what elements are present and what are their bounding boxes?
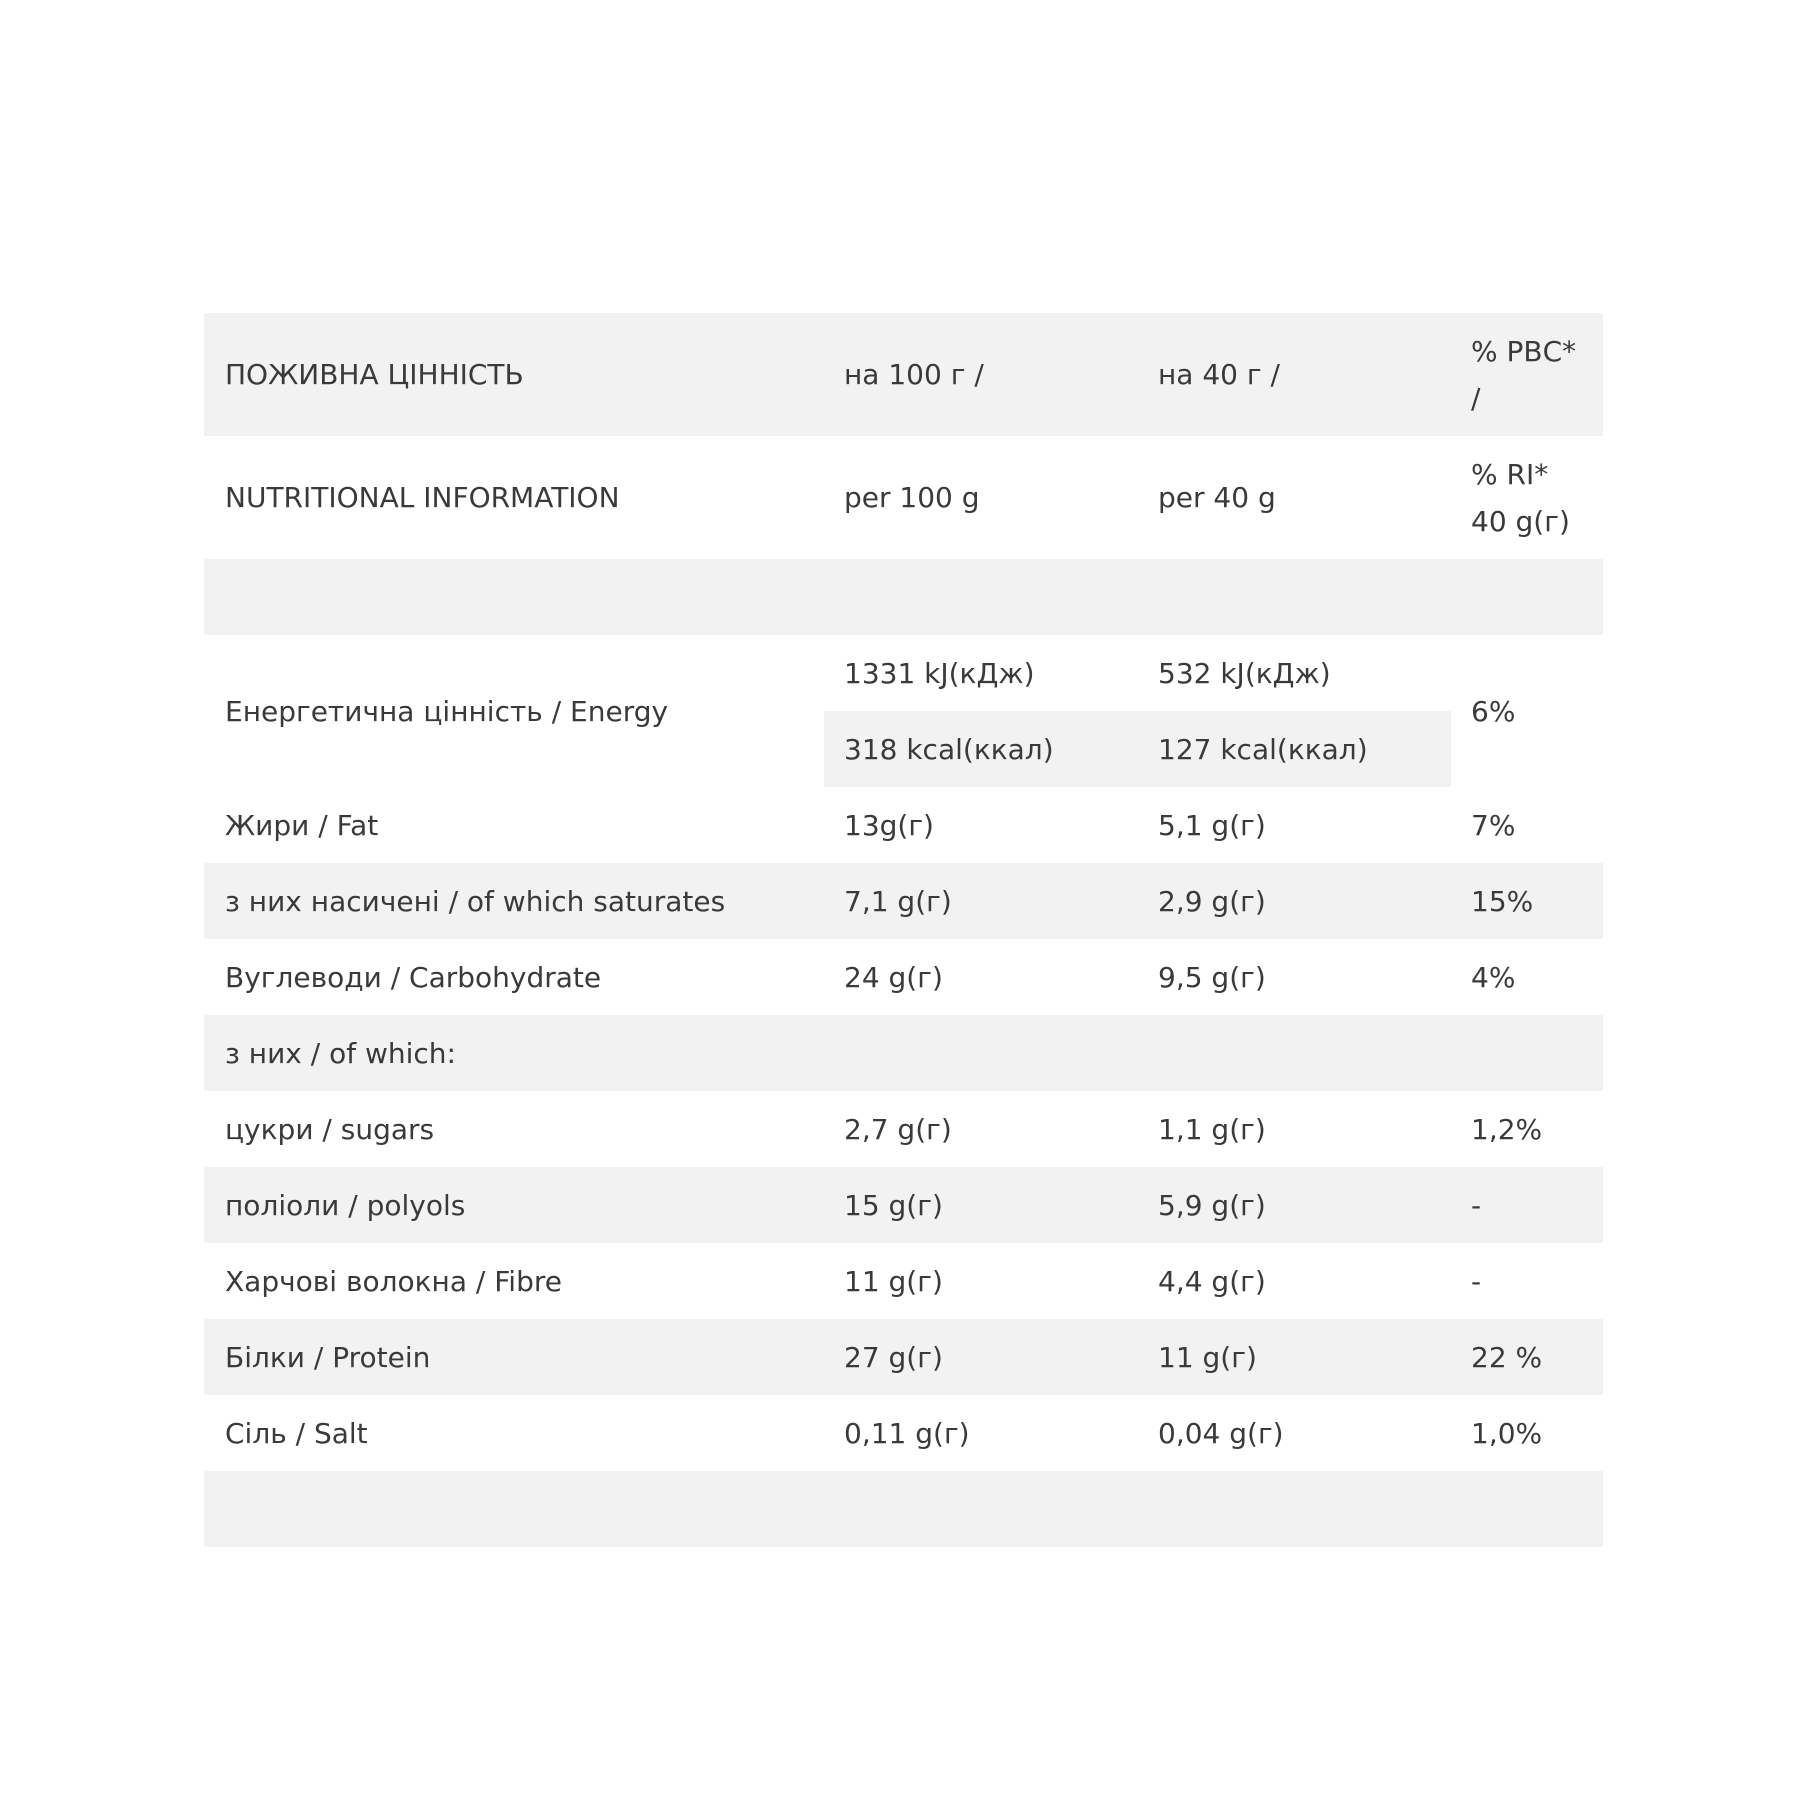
nutrition-table <box>204 313 1603 1547</box>
row-per100: 24 g(г) <box>844 960 943 994</box>
row-per40: 5,1 g(г) <box>1158 808 1266 842</box>
row-per100: 7,1 g(г) <box>824 863 1138 939</box>
header-en-per100: per 100 g <box>844 481 980 514</box>
row-per100: 15 g(г) <box>824 1167 1138 1243</box>
row-per40: 1,1 g(г) <box>1158 1112 1266 1146</box>
row-ri: 4% <box>1471 960 1516 994</box>
energy-ri: 6% <box>1471 694 1516 728</box>
header-en-label: NUTRITIONAL INFORMATION <box>225 481 620 514</box>
row-label: з них / of which: <box>204 1015 824 1091</box>
row-label: цукри / sugars <box>225 1112 435 1146</box>
row-ri: 1,0% <box>1471 1416 1543 1450</box>
row-ri: 22 % <box>1451 1319 1603 1395</box>
row-per40: 4,4 g(г) <box>1158 1264 1266 1298</box>
header-ua-per100: на 100 г / <box>824 313 1138 436</box>
energy-kcal-40: 127 kcal(ккал) <box>1138 711 1451 787</box>
row-label: поліоли / polyols <box>204 1167 824 1243</box>
row-label: Вуглеводи / Carbohydrate <box>225 960 602 994</box>
row-ri: - <box>1471 1264 1482 1298</box>
row-ri <box>1451 1015 1603 1091</box>
energy-kj-100: 1331 kJ(кДж) <box>844 656 1035 690</box>
header-ua-label: ПОЖИВНА ЦІННІСТЬ <box>204 313 824 436</box>
row-label: Сіль / Salt <box>225 1416 368 1450</box>
row-label: Жири / Fat <box>225 808 379 842</box>
row-per100: 13g(г) <box>844 808 934 842</box>
row-per40: 11 g(г) <box>1138 1319 1451 1395</box>
header-ua-ri: % РВС* / <box>1451 313 1603 436</box>
row-label: Білки / Protein <box>204 1319 824 1395</box>
row-per100: 27 g(г) <box>824 1319 1138 1395</box>
spacer-row <box>204 559 1603 635</box>
header-en-per40: per 40 g <box>1158 481 1276 514</box>
row-ri: - <box>1451 1167 1603 1243</box>
row-per100: 11 g(г) <box>844 1264 943 1298</box>
row-per40: 5,9 g(г) <box>1138 1167 1451 1243</box>
spacer-row <box>204 1471 1603 1547</box>
row-ri: 15% <box>1451 863 1603 939</box>
row-per40 <box>1138 1015 1451 1091</box>
header-en-ri: % RI* 40 g(г) <box>1471 457 1570 538</box>
header-ua-per40: на 40 г / <box>1138 313 1451 436</box>
row-per40: 2,9 g(г) <box>1138 863 1451 939</box>
row-per100: 0,11 g(г) <box>844 1416 970 1450</box>
row-per100 <box>824 1015 1138 1091</box>
row-per100: 2,7 g(г) <box>844 1112 952 1146</box>
energy-label: Енергетична цінність / Energy <box>225 694 669 728</box>
row-label: з них насичені / of which saturates <box>204 863 824 939</box>
energy-kj-40: 532 kJ(кДж) <box>1158 656 1331 690</box>
row-ri: 7% <box>1471 808 1516 842</box>
row-label: Харчові волокна / Fibre <box>225 1264 562 1298</box>
energy-kcal-100: 318 kcal(ккал) <box>824 711 1138 787</box>
row-ri: 1,2% <box>1471 1112 1543 1146</box>
row-per40: 0,04 g(г) <box>1158 1416 1284 1450</box>
row-per40: 9,5 g(г) <box>1158 960 1266 994</box>
